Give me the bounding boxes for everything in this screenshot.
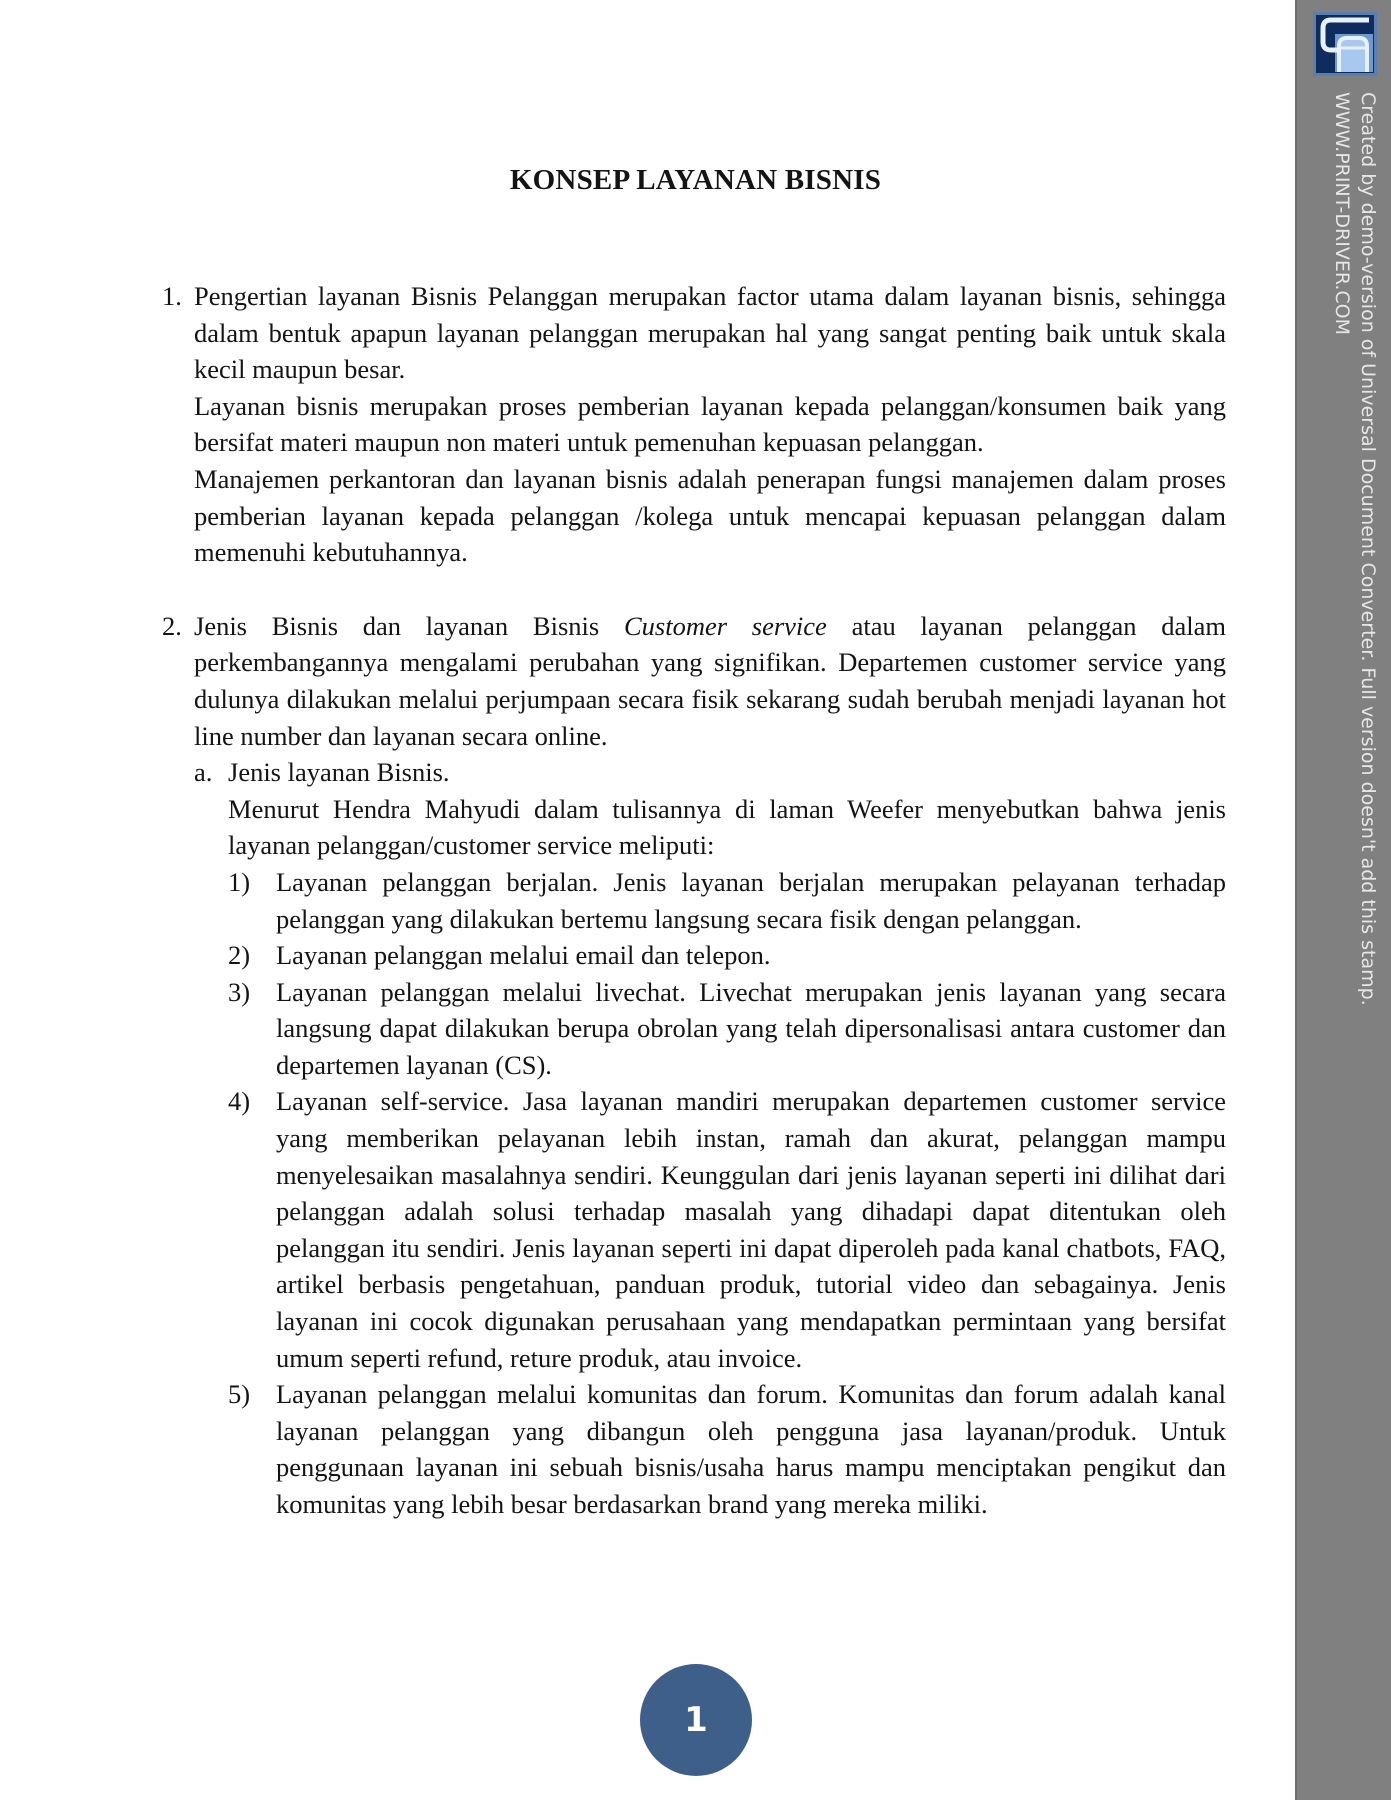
document-title (0, 164, 1391, 197)
list-item-text: Layanan self-service. Jasa layanan mandiri merupakan departemen customer service yang memberikan pelayanan lebih instan, ramah dan akurat, pelanggan mampu menyelesaikan masalahnya sendiri. Keunggulan dari jenis layanan seperti ini dilihat dari pelanggan adalah solusi terhadap masalah yang dihadapi dapat ditentukan oleh pelanggan itu sendiri. Jenis layanan seperti ini dapat diperoleh pada kanal chatbots, FAQ, artikel berbasis pengetahuan, panduan produk, tutorial video dan sebagainya. Jenis layanan ini cocok digunakan perusahaan yang mendapatkan permintaan yang bersifat umum seperti refund, reture produk, atau invoice. (276, 1086, 1226, 1373)
subsection-intro: Menurut Hendra Mahyudi dalam tulisannya di laman Weefer menyebutkan bahwa jenis layanan pelanggan/customer service meliputi: (228, 793, 1226, 861)
subsection-a (194, 754, 1226, 1522)
list-item-number: 5) (228, 1379, 251, 1410)
list-item (228, 1083, 1226, 1376)
converter-stamp-strip (1295, 0, 1391, 1800)
page-number: 1 (684, 1700, 708, 1740)
subsection-letter: a. (194, 757, 213, 788)
list-item (228, 864, 1226, 937)
page-number-badge (640, 1664, 752, 1776)
list-item-number: 2) (228, 940, 251, 971)
paragraph: Pengertian layanan Bisnis Pelanggan merupakan factor utama dalam layanan bisnis, sehingga dalam bentuk apapun layanan pelanggan merupakan hal yang sangat penting baik untuk skala kecil maupun besar. (194, 281, 1226, 385)
section-number: 2. (162, 610, 182, 641)
intro-text: atau layanan pelanggan dalam perkembangannya mengalami perubahan yang signifikan. Departemen customer service yang dulunya dilakukan melalui perjumpaan secara fisik sekarang sudah berubah menjadi layanan hot line number dan layanan secara online. (194, 610, 1227, 751)
intro-italic-term: Customer service (623, 610, 827, 641)
paragraph: Layanan bisnis merupakan proses pemberian layanan kepada pelanggan/konsumen baik yang bersifat materi maupun non materi untuk pemenuhan kepuasan pelanggan. (194, 390, 1226, 458)
list-item (228, 937, 1226, 974)
subsection-heading: Jenis layanan Bisnis. (228, 757, 450, 788)
list-item-text: Layanan pelanggan melalui komunitas dan forum. Komunitas dan forum adalah kanal layanan pelanggan yang dibangun oleh pengguna jasa layanan/produk. Untuk penggunaan layanan ini sebuah bisnis/usaha harus mampu menciptakan pengikut dan komunitas yang lebih besar berdasarkan brand yang mereka miliki. (276, 1379, 1226, 1519)
intro-text: Jenis Bisnis dan layanan Bisnis (194, 610, 624, 641)
section-number: 1. (162, 281, 182, 311)
list-item-number: 1) (228, 866, 251, 897)
stamp-line-1: Created by demo-version of Universal Document Converter. Full version doesn't add this stamp. (1357, 92, 1379, 1006)
section-2 (162, 608, 1226, 1523)
stamp-line-2: WWW.PRINT-DRIVER.COM (1331, 92, 1353, 336)
list-item-text: Layanan pelanggan melalui email dan telepon. (276, 940, 771, 971)
list-item-number: 3) (228, 976, 251, 1007)
list-item-number: 4) (228, 1086, 251, 1117)
list-item-text: Layanan pelanggan berjalan. Jenis layanan berjalan merupakan pelayanan terhadap pelanggan yang dilakukan bertemu langsung secara fisik dengan pelanggan. (276, 866, 1226, 934)
stamp-notice (1329, 92, 1381, 1006)
spacer (162, 571, 1226, 608)
list-item (228, 1376, 1226, 1522)
list-item (228, 974, 1226, 1084)
section-intro (194, 608, 1226, 754)
section-1 (162, 278, 1226, 571)
document-body (162, 278, 1226, 1523)
paragraph: Manajemen perkantoran dan layanan bisnis adalah penerapan fungsi manajemen dalam proses pemberian layanan kepada pelanggan /kolega untuk mencapai kepuasan pelanggan dalam memenuhi kebutuhannya. (194, 463, 1226, 568)
title-text: KONSEP LAYANAN BISNIS (509, 164, 882, 196)
universal-document-converter-logo-icon (1313, 12, 1377, 76)
list-item-text: Layanan pelanggan melalui livechat. Livechat merupakan jenis layanan yang secara langsung dapat dilakukan berupa obrolan yang telah dipersonalisasi antara customer dan departemen layanan (CS). (276, 976, 1226, 1080)
